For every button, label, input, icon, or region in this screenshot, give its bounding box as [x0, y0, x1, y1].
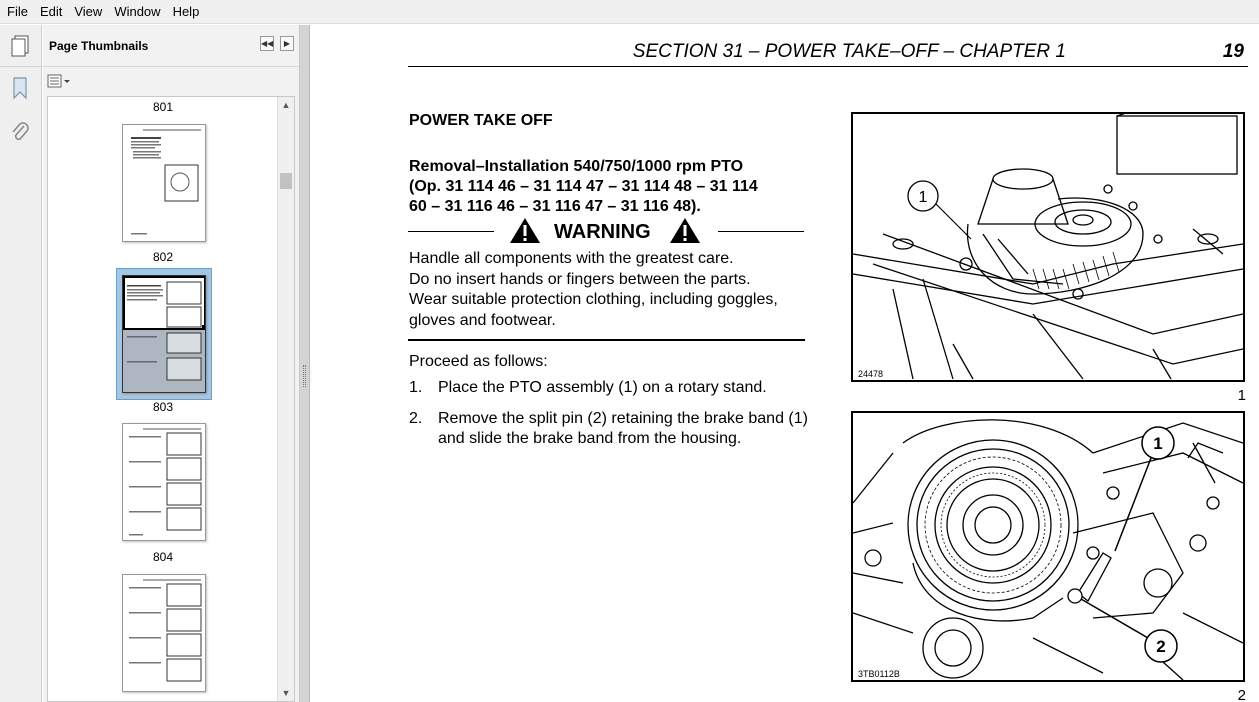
- figure-code: 24478: [858, 369, 884, 379]
- figure-number: 1: [1237, 387, 1246, 404]
- warning-line: Do no insert hands or fingers between the parts.: [409, 270, 751, 288]
- callout-label: 1: [918, 189, 928, 206]
- divider: [408, 231, 494, 232]
- figure-number: 2: [1237, 687, 1246, 702]
- figure-2: [851, 411, 1245, 682]
- scroll-down-arrow-icon[interactable]: ▼: [281, 688, 291, 698]
- splitter-grip-icon[interactable]: [303, 365, 306, 387]
- pto-assembly-illustration: [853, 114, 1243, 380]
- warning-text: [409, 249, 805, 331]
- expand-panel-button[interactable]: ▶: [280, 36, 294, 51]
- panel-splitter[interactable]: [300, 25, 310, 702]
- thumbnail-label: 803: [152, 400, 174, 414]
- page-thumbnails-icon: [10, 34, 32, 58]
- thumbnail-page-801[interactable]: [122, 124, 206, 242]
- menu-window[interactable]: Window: [114, 3, 161, 19]
- navigation-rail: [0, 25, 42, 702]
- warning-triangle-icon: [509, 217, 541, 244]
- menu-bar: [0, 0, 1259, 24]
- menu-help[interactable]: Help: [172, 3, 200, 19]
- section-header: SECTION 31 – POWER TAKE–OFF – CHAPTER 1: [632, 41, 1066, 62]
- callout-label: 2: [1156, 637, 1166, 656]
- warning-label: WARNING: [554, 221, 651, 243]
- page-preview: [123, 125, 206, 242]
- heading: POWER TAKE OFF: [409, 112, 553, 129]
- page-thumbnails-toggle[interactable]: [0, 25, 42, 67]
- menu-edit[interactable]: Edit: [39, 3, 63, 19]
- subheading-line: Removal–Installation 540/750/1000 rpm PTO: [409, 158, 744, 175]
- figure-1: [851, 112, 1245, 382]
- paperclip-icon: [10, 120, 30, 144]
- options-menu-icon: [47, 74, 71, 88]
- bookmark-icon: [11, 76, 29, 100]
- thumbnail-page-804[interactable]: [122, 574, 206, 692]
- scroll-up-arrow-icon[interactable]: ▲: [281, 100, 291, 110]
- warning-line: gloves and footwear.: [409, 311, 556, 329]
- thumbnail-list[interactable]: [47, 96, 295, 702]
- panel-title: Page Thumbnails: [49, 38, 149, 53]
- menu-file[interactable]: File: [7, 3, 28, 19]
- proceed-text: Proceed as follows:: [409, 353, 548, 370]
- subheading: [409, 157, 809, 217]
- warning-banner: [408, 217, 804, 245]
- step-text: Place the PTO assembly (1) on a rotary stand.: [438, 379, 767, 396]
- subheading-line: 60 – 31 116 46 – 31 116 47 – 31 116 48).: [409, 198, 701, 215]
- attachments-button[interactable]: [5, 117, 35, 147]
- page-header: [408, 41, 1248, 67]
- warning-line: Wear suitable protection clothing, including goggles,: [409, 291, 778, 308]
- thumbnail-options-button[interactable]: [46, 72, 72, 89]
- subheading-line: (Op. 31 114 46 – 31 114 47 – 31 114 48 – 31 114: [409, 178, 758, 195]
- figure-code: 3TB0112B: [858, 669, 900, 679]
- callout-label: 1: [1153, 434, 1163, 453]
- thumbnail-label: 804: [152, 550, 174, 564]
- page-preview: [123, 276, 206, 393]
- thumbnail-label: 802: [152, 250, 174, 264]
- divider: [718, 231, 804, 232]
- page-preview: [123, 575, 206, 692]
- bookmarks-button[interactable]: [5, 73, 35, 103]
- thumbnail-label: 801: [152, 100, 174, 114]
- step-text: Remove the split pin (2) retaining the brake band (1) and slide the brake band from the housing.: [438, 410, 808, 447]
- brake-band-illustration: [853, 413, 1243, 680]
- page-number: 19: [1222, 41, 1244, 62]
- warning-line: Handle all components with the greatest care.: [409, 250, 734, 267]
- divider: [408, 339, 805, 341]
- warning-triangle-icon: [669, 217, 701, 244]
- collapse-panel-button[interactable]: ◀◀: [260, 36, 274, 51]
- thumbnail-scrollbar[interactable]: [277, 97, 294, 701]
- panel-header: [43, 25, 299, 67]
- page-thumbnails-panel: [43, 25, 300, 702]
- step-number: 2.: [409, 410, 423, 427]
- thumbnail-page-802[interactable]: [122, 275, 206, 393]
- menu-view[interactable]: View: [74, 3, 103, 19]
- document-view: [311, 25, 1259, 702]
- scrollbar-thumb[interactable]: [280, 173, 292, 189]
- step-number: 1.: [409, 379, 423, 396]
- thumbnail-page-803[interactable]: [122, 423, 206, 541]
- page-preview: [123, 424, 206, 541]
